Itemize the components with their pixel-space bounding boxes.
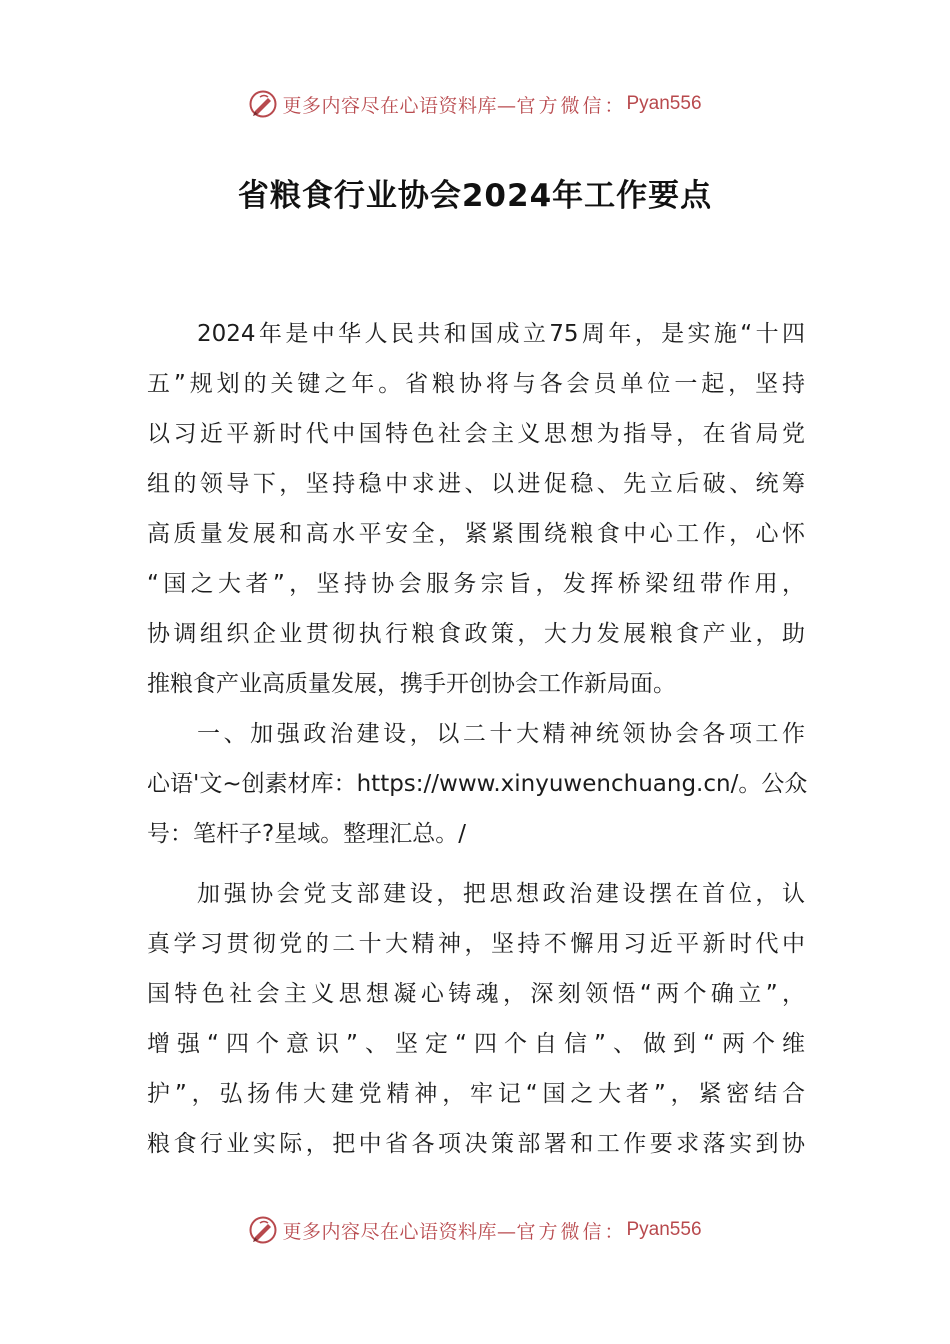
watermark-wechat-label: 官方微信： bbox=[516, 1220, 627, 1243]
document-title: 省粮食行业协会2024年工作要点 bbox=[237, 178, 713, 214]
watermark-wechat-label: 官方微信： bbox=[516, 94, 627, 117]
document-body bbox=[147, 311, 808, 1171]
paragraph-line: 护”，弘扬伟大建党精神，牢记“国之大者”，紧密结合 bbox=[147, 1081, 805, 1107]
inserted-note bbox=[147, 761, 808, 861]
paragraph-line: 组的领导下，坚持稳中求进、以进促稳、先立后破、统筹 bbox=[147, 471, 805, 497]
paragraph-line: 以习近平新时代中国特色社会主义思想为指导，在省局党 bbox=[147, 421, 805, 447]
paragraph-line: “国之大者”，坚持协会服务宗旨，发挥桥梁纽带作用， bbox=[147, 571, 805, 597]
watermark-account: Pyan556 bbox=[626, 1219, 702, 1240]
watermark-banner-bottom bbox=[0, 1210, 950, 1250]
watermark-text: 更多内容尽在心语资料库— bbox=[282, 94, 517, 117]
paragraph-intro bbox=[147, 311, 805, 711]
paragraph-line: 高质量发展和高水平安全，紧紧围绕粮食中心工作，心怀 bbox=[147, 521, 805, 547]
paragraph-line: 真学习贯彻党的二十大精神，坚持不懈用习近平新时代中 bbox=[147, 931, 805, 957]
paragraph-line: 2024年是中华人民共和国成立75周年，是实施“十四 bbox=[197, 321, 805, 347]
paragraph-line: 加强协会党支部建设，把思想政治建设摆在首位，认 bbox=[197, 881, 805, 907]
note-line: 心语'文~创素材库：https://www.xinyuwenchuang.cn/。公众 bbox=[147, 771, 808, 797]
paragraph-line: 协调组织企业贯彻执行粮食政策，大力发展粮食产业，助 bbox=[147, 621, 805, 647]
watermark-banner-top bbox=[0, 84, 950, 124]
paragraph-line: 国特色社会主义思想凝心铸魂，深刻领悟“两个确立”， bbox=[147, 981, 805, 1007]
paragraph-line: 推粮食产业高质量发展，携手开创协会工作新局面。 bbox=[147, 671, 676, 697]
pen-logo-icon bbox=[248, 89, 278, 119]
watermark-text: 更多内容尽在心语资料库— bbox=[282, 1220, 517, 1243]
paragraph-line: 粮食行业实际，把中省各项决策部署和工作要求落实到协 bbox=[147, 1131, 805, 1157]
paragraph-line: 五”规划的关键之年。省粮协将与各会员单位一起，坚持 bbox=[147, 371, 805, 397]
paragraph-line: 增强“四个意识”、坚定“四个自信”、做到“两个维 bbox=[147, 1031, 805, 1057]
watermark-account: Pyan556 bbox=[626, 93, 702, 114]
paragraph-party-building bbox=[147, 871, 805, 1171]
note-line: 号：笔杆子?星域。整理汇总。/ bbox=[147, 821, 466, 847]
pen-logo-icon bbox=[248, 1215, 278, 1245]
section-heading: 一、加强政治建设，以二十大精神统领协会各项工作 bbox=[197, 721, 805, 747]
